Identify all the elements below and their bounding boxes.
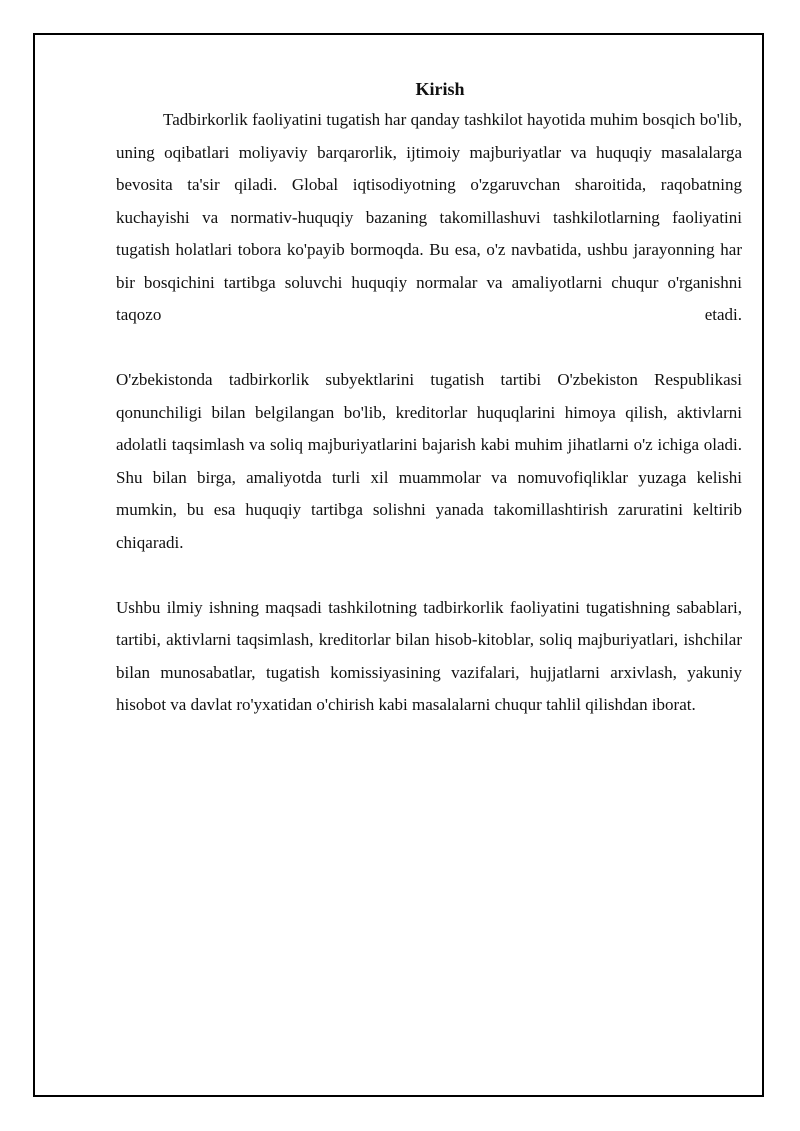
paragraph-legislation: O'zbekistonda tadbirkorlik subyektlarini tugatish tartibi O'zbekiston Respublikasi qonunchiligi bilan belgilangan bo'lib, kreditorlar huquqlarini himoya qilish, aktivlarni adolatli taqsimlash va soliq majburiyatlarini bajarish kabi muhim jihatlarni o'z ichiga oladi. Shu bilan birga, amaliyotda turli xil muammolar va nomuvofiqliklar yuzaga kelishi mumkin, bu esa huquqiy tartibga solishni yanada takomillashtirish zaruratini keltirib chiqaradi. xyxy=(116,370,742,552)
document-title: Kirish xyxy=(415,79,465,99)
paragraph-intro: Tadbirkorlik faoliyatini tugatish har qanday tashkilot hayotida muhim bosqich bo'lib, uning oqibatlari moliyaviy barqarorlik, ijtimoiy majburiyatlar va huquqiy masalalarga bevosita ta'sir qiladi. Global iqtisodiyotning o'zgaruvchan sharoitida, raqobatning kuchayishi va normativ-huquqiy bazaning takomillashuvi tashkilotlarning faoliyatini tugatish holatlari tobora ko'payib bormoqda. Bu esa, o'z navbatida, ushbu jarayonning har bir bosqichini tartibga soluvchi huquqiy normalar va amaliyotlarni chuqur o'rganishni taqozo etadi. xyxy=(116,110,742,324)
document-body xyxy=(116,74,742,722)
paragraph-gap xyxy=(116,559,742,592)
paragraph-purpose: Ushbu ilmiy ishning maqsadi tashkilotning tadbirkorlik faoliyatini tugatishning sabablari, tartibi, aktivlarni taqsimlash, kreditorlar bilan hisob-kitoblar, soliq majburiyatlari, ishchilar bilan munosabatlar, tugatish komissiyasining vazifalari, hujjatlarni arxivlash, yakuniy hisobot va davlat ro'yxatidan o'chirish kabi masalalarni chuqur tahlil qilishdan iborat. xyxy=(116,597,742,714)
paragraph-gap xyxy=(116,332,742,365)
